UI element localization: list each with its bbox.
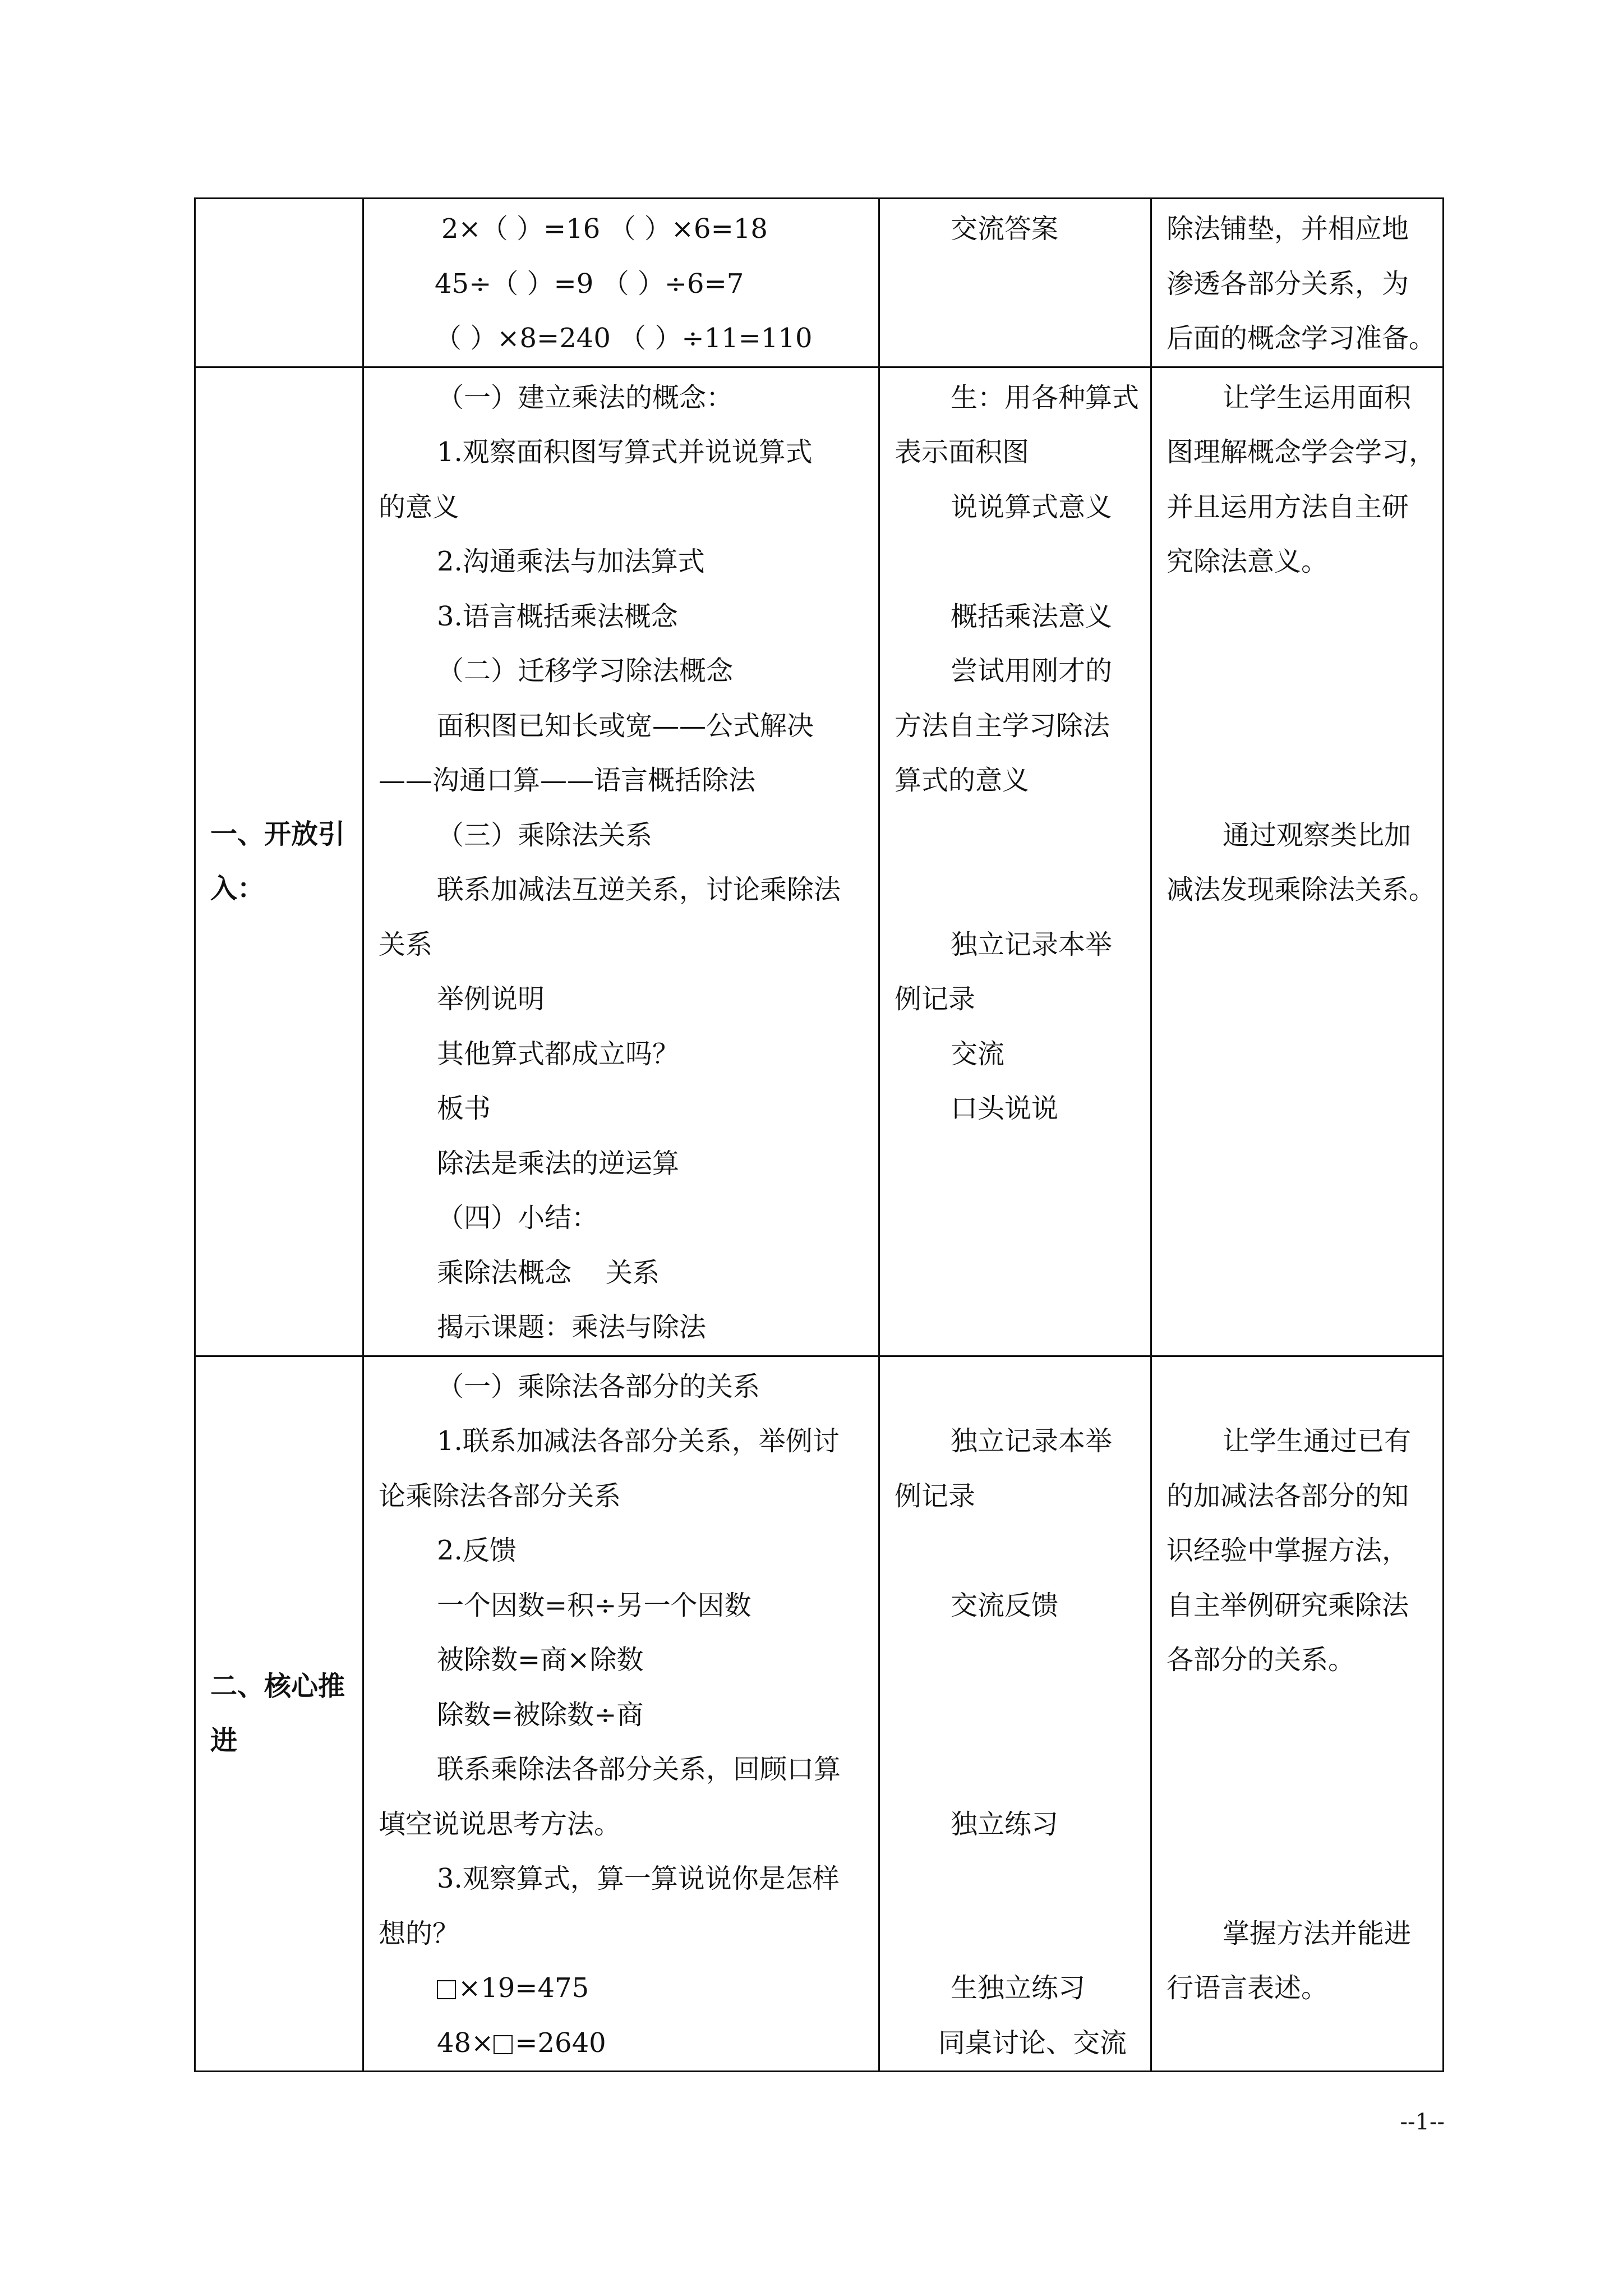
stage-cell	[195, 1356, 363, 2072]
teacher-activity-cell	[363, 367, 879, 1356]
design-intent-cell	[1151, 1356, 1444, 2072]
teacher-line: 其他算式都成立吗？	[437, 1038, 680, 1070]
teacher-line: 面积图已知长或宽——公式解决	[437, 710, 814, 742]
teacher-activity-cell	[363, 1356, 879, 2072]
teacher-line: 揭示课题：乘法与除法	[437, 1312, 707, 1343]
teacher-line: （二）迁移学习除法概念	[437, 655, 734, 687]
teacher-line: 关系	[379, 928, 433, 960]
page-number: --1--	[1400, 2109, 1445, 2135]
teacher-line: 一个因数=积÷另一个因数	[437, 1589, 751, 1621]
intent-line: 究除法意义。	[1166, 546, 1329, 577]
intent-line: 的加减法各部分的知	[1166, 1480, 1409, 1512]
intent-line: 图理解概念学会学习，	[1166, 436, 1436, 468]
student-activity-cell	[879, 199, 1151, 367]
student-line: 尝试用刚才的	[951, 655, 1113, 687]
design-intent-cell	[1151, 199, 1444, 367]
lesson-plan-table	[194, 197, 1444, 2072]
teacher-line: （四）小结：	[437, 1202, 599, 1234]
teacher-line: ——沟通口算——语言概括除法	[379, 765, 756, 796]
teacher-activity-cell	[363, 199, 879, 367]
equation-line: 48× =2640	[437, 2027, 606, 2059]
student-line: 生：用各种算式	[951, 381, 1140, 413]
equation-line: （ ）×8=240 （ ）÷11=110	[435, 323, 813, 354]
intent-line: 行语言表述。	[1166, 1972, 1329, 2004]
stage-label: 二、核心推 进	[210, 1670, 345, 1756]
student-line: 口头说说	[951, 1093, 1059, 1124]
student-line: 交流	[951, 1038, 1005, 1070]
teacher-line: 1.观察面积图写算式并说说算式	[437, 436, 813, 468]
student-line: 独立记录本举	[951, 1425, 1113, 1457]
design-intent-cell	[1151, 367, 1444, 1356]
teacher-line: 除数=被除数÷商	[437, 1699, 644, 1731]
intent-line: 掌握方法并能进	[1223, 1917, 1412, 1949]
student-line: 例记录	[895, 1480, 976, 1512]
teacher-line: 乘除法概念 关系	[437, 1257, 660, 1289]
student-line: 生独立练习	[951, 1972, 1086, 2004]
equation-line: 45÷（ ）=9 （ ）÷6=7	[435, 268, 744, 300]
intent-line: 让学生运用面积	[1223, 381, 1412, 413]
student-line: 算式的意义	[895, 765, 1030, 796]
teacher-line: 的意义	[379, 491, 460, 523]
student-line: 例记录	[895, 983, 976, 1015]
teacher-line: （一）建立乘法的概念：	[437, 381, 734, 413]
student-line: 交流答案	[951, 213, 1059, 245]
student-line: 表示面积图	[895, 436, 1030, 468]
student-line: 交流反馈	[951, 1589, 1059, 1621]
intent-line: 各部分的关系。	[1166, 1644, 1355, 1676]
teacher-line: 填空说说思考方法。	[379, 1808, 621, 1840]
intent-line: 让学生通过已有	[1223, 1425, 1412, 1457]
equation-line: 2×（ ）=16 （ ）×6=18	[441, 213, 768, 245]
table-row	[195, 1356, 1444, 2072]
table-row	[195, 199, 1444, 367]
teacher-line: 3.观察算式，算一算说说你是怎样	[437, 1863, 840, 1894]
teacher-line: 除法是乘法的逆运算	[437, 1147, 680, 1179]
student-line: 独立记录本举	[951, 928, 1113, 960]
table-row	[195, 367, 1444, 1356]
intent-line: 渗透各部分关系，为	[1166, 268, 1409, 300]
equation-line: ×19=475	[379, 1961, 870, 2016]
student-activity-cell	[879, 1356, 1151, 2072]
teacher-line: 想的？	[379, 1917, 460, 1949]
blank-box-icon	[437, 1980, 456, 1999]
intent-line: 通过观察类比加	[1223, 819, 1412, 851]
student-activity-cell	[879, 367, 1151, 1356]
stage-cell	[195, 199, 363, 367]
teacher-line: 联系加减法互逆关系，讨论乘除法	[437, 874, 841, 905]
teacher-line: 2.反馈	[437, 1535, 517, 1566]
student-line: 方法自主学习除法	[895, 710, 1110, 742]
teacher-line: 举例说明	[437, 983, 545, 1015]
blank-box-icon	[494, 2035, 513, 2054]
stage-label: 一、开放引 入：	[210, 818, 345, 904]
intent-line: 识经验中掌握方法，	[1166, 1535, 1409, 1566]
teacher-line: 3.语言概括乘法概念	[437, 600, 678, 632]
teacher-line: 板书	[437, 1093, 491, 1124]
intent-line: 减法发现乘除法关系。	[1166, 874, 1436, 905]
teacher-line: （一）乘除法各部分的关系	[437, 1370, 760, 1402]
teacher-line: 1.联系加减法各部分关系，举例讨	[437, 1425, 840, 1457]
intent-line: 并且运用方法自主研	[1166, 491, 1409, 523]
student-line: 同桌讨论、交流	[938, 2027, 1127, 2059]
student-line: 独立练习	[951, 1808, 1059, 1840]
teacher-line: 被除数=商×除数	[437, 1644, 644, 1676]
teacher-line: 2.沟通乘法与加法算式	[437, 546, 705, 577]
stage-cell	[195, 367, 363, 1356]
teacher-line: 论乘除法各部分关系	[379, 1480, 621, 1512]
teacher-line: 联系乘除法各部分关系，回顾口算	[437, 1754, 841, 1785]
intent-line: 除法铺垫，并相应地	[1166, 213, 1409, 245]
teacher-line: （三）乘除法关系	[437, 819, 653, 851]
intent-line: 自主举例研究乘除法	[1166, 1589, 1409, 1621]
student-line: 说说算式意义	[951, 491, 1113, 523]
intent-line: 后面的概念学习准备。	[1166, 323, 1436, 354]
student-line: 概括乘法意义	[951, 600, 1113, 632]
